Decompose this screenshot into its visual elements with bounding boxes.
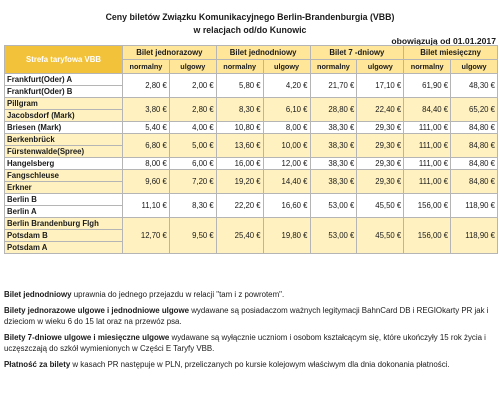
note-paragraph: [4, 359, 496, 370]
reduced-header: ulgowy: [169, 60, 216, 74]
month-ticket-header: Bilet miesięczny: [404, 46, 498, 60]
station-name: Potsdam B: [5, 230, 123, 242]
note-bold-lead: Bilety jednorazowe ulgowe i jednodniowe ulgowe: [4, 306, 190, 315]
table-row: [5, 170, 498, 182]
price-cell: 13,60 €: [216, 134, 263, 158]
note-text: wydawane są wyłącznie uczniom i osobom kształcącym się, które ukończyły 15 rok życia i uczęszczają do szkół wymienionych w Części E Taryfy VBB.: [4, 333, 486, 353]
table-row: [5, 74, 498, 86]
price-cell: 48,30 €: [451, 74, 498, 98]
price-cell: 6,80 €: [123, 134, 170, 158]
price-cell: 19,20 €: [216, 170, 263, 194]
single-ticket-header: Bilet jednorazowy: [123, 46, 217, 60]
week-ticket-header: Bilet 7 -dniowy: [310, 46, 404, 60]
price-cell: 5,80 €: [216, 74, 263, 98]
price-cell: 7,20 €: [169, 170, 216, 194]
reduced-header: ulgowy: [451, 60, 498, 74]
zone-header: Strefa taryfowa VBB: [5, 46, 123, 74]
price-cell: 84,40 €: [404, 98, 451, 122]
normal-header: normalny: [404, 60, 451, 74]
note-text: wydawane są posiadaczom ważnych legitymacji BahnCard DB i REGIOkarty PR jak i dzieciom w wieku 6 do 15 lat oraz na przewóz psa.: [4, 306, 489, 326]
price-cell: 4,20 €: [263, 74, 310, 98]
price-cell: 5,00 €: [169, 134, 216, 158]
table-row: [5, 218, 498, 230]
price-cell: 8,30 €: [216, 98, 263, 122]
price-cell: 12,00 €: [263, 158, 310, 170]
note-paragraph: [4, 289, 496, 300]
price-cell: 21,70 €: [310, 74, 357, 98]
fare-table-body: [5, 74, 498, 254]
station-name: Berlin Brandenburg Flgh: [5, 218, 123, 230]
note-text: uprawnia do jednego przejazdu w relacji "tam i z powrotem".: [71, 290, 285, 299]
price-cell: 2,80 €: [123, 74, 170, 98]
price-cell: 6,10 €: [263, 98, 310, 122]
price-cell: 6,00 €: [169, 158, 216, 170]
price-cell: 38,30 €: [310, 134, 357, 158]
price-cell: 111,00 €: [404, 170, 451, 194]
station-name: Hangelsberg: [5, 158, 123, 170]
price-cell: 45,50 €: [357, 194, 404, 218]
price-cell: 28,80 €: [310, 98, 357, 122]
price-cell: 5,40 €: [123, 122, 170, 134]
price-cell: 2,80 €: [169, 98, 216, 122]
price-cell: 61,90 €: [404, 74, 451, 98]
station-name: Frankfurt(Oder) B: [5, 86, 123, 98]
station-name: Potsdam A: [5, 242, 123, 254]
price-cell: 38,30 €: [310, 158, 357, 170]
price-cell: 111,00 €: [404, 158, 451, 170]
station-name: Pillgram: [5, 98, 123, 110]
station-name: Berlin A: [5, 206, 123, 218]
reduced-header: ulgowy: [357, 60, 404, 74]
price-cell: 16,60 €: [263, 194, 310, 218]
price-cell: 8,00 €: [263, 122, 310, 134]
station-name: Fangschleuse: [5, 170, 123, 182]
document-title: [0, 11, 500, 37]
station-name: Berkenbrück: [5, 134, 123, 146]
reduced-header: ulgowy: [263, 60, 310, 74]
price-cell: 8,30 €: [169, 194, 216, 218]
price-cell: 22,40 €: [357, 98, 404, 122]
price-cell: 19,80 €: [263, 218, 310, 254]
price-cell: 29,30 €: [357, 122, 404, 134]
price-cell: 65,20 €: [451, 98, 498, 122]
price-cell: 4,00 €: [169, 122, 216, 134]
price-cell: 16,00 €: [216, 158, 263, 170]
price-cell: 25,40 €: [216, 218, 263, 254]
note-bold-lead: Płatność za bilety: [4, 360, 71, 369]
price-cell: 53,00 €: [310, 194, 357, 218]
normal-header: normalny: [310, 60, 357, 74]
price-cell: 111,00 €: [404, 134, 451, 158]
price-cell: 17,10 €: [357, 74, 404, 98]
table-row: [5, 98, 498, 110]
price-cell: 10,00 €: [263, 134, 310, 158]
price-cell: 11,10 €: [123, 194, 170, 218]
note-paragraph: [4, 305, 496, 327]
table-row: [5, 122, 498, 134]
price-cell: 84,80 €: [451, 170, 498, 194]
price-cell: 38,30 €: [310, 122, 357, 134]
table-row: [5, 134, 498, 146]
price-cell: 45,50 €: [357, 218, 404, 254]
normal-header: normalny: [216, 60, 263, 74]
price-cell: 29,30 €: [357, 134, 404, 158]
price-cell: 84,80 €: [451, 134, 498, 158]
title-line-2: w relacjach od/do Kunowic: [193, 25, 307, 35]
price-cell: 156,00 €: [404, 194, 451, 218]
station-name: Erkner: [5, 182, 123, 194]
fare-table: [4, 45, 498, 254]
note-bold-lead: Bilety 7-dniowe ulgowe i miesięczne ulgowe: [4, 333, 170, 342]
price-cell: 10,80 €: [216, 122, 263, 134]
price-cell: 14,40 €: [263, 170, 310, 194]
price-cell: 9,50 €: [169, 218, 216, 254]
price-cell: 22,20 €: [216, 194, 263, 218]
table-row: [5, 194, 498, 206]
price-cell: 29,30 €: [357, 158, 404, 170]
price-cell: 8,00 €: [123, 158, 170, 170]
note-text: w kasach PR następuje w PLN, przeliczanych po kursie kolejowym właściwym dla dnia dokonania płatności.: [70, 360, 450, 369]
price-cell: 111,00 €: [404, 122, 451, 134]
station-name: Jacobsdorf (Mark): [5, 110, 123, 122]
table-row: [5, 158, 498, 170]
price-cell: 29,30 €: [357, 170, 404, 194]
notes-section: [4, 289, 496, 375]
price-cell: 53,00 €: [310, 218, 357, 254]
note-paragraph: [4, 332, 496, 354]
note-bold-lead: Bilet jednodniowy: [4, 290, 72, 299]
price-cell: 156,00 €: [404, 218, 451, 254]
day-ticket-header: Bilet jednodniowy: [216, 46, 310, 60]
price-cell: 9,60 €: [123, 170, 170, 194]
price-cell: 3,80 €: [123, 98, 170, 122]
price-cell: 118,90 €: [451, 218, 498, 254]
title-line-1: Ceny biletów Związku Komunikacyjnego Berlin-Brandenburgia (VBB): [105, 12, 395, 22]
station-name: Frankfurt(Oder) A: [5, 74, 123, 86]
normal-header: normalny: [123, 60, 170, 74]
price-cell: 84,80 €: [451, 158, 498, 170]
price-cell: 118,90 €: [451, 194, 498, 218]
station-name: Berlin B: [5, 194, 123, 206]
station-name: Briesen (Mark): [5, 122, 123, 134]
price-cell: 38,30 €: [310, 170, 357, 194]
price-cell: 2,00 €: [169, 74, 216, 98]
station-name: Fürstenwalde(Spree): [5, 146, 123, 158]
price-cell: 12,70 €: [123, 218, 170, 254]
valid-from-note: obowiązują od 01.01.2017: [391, 36, 496, 46]
price-cell: 84,80 €: [451, 122, 498, 134]
